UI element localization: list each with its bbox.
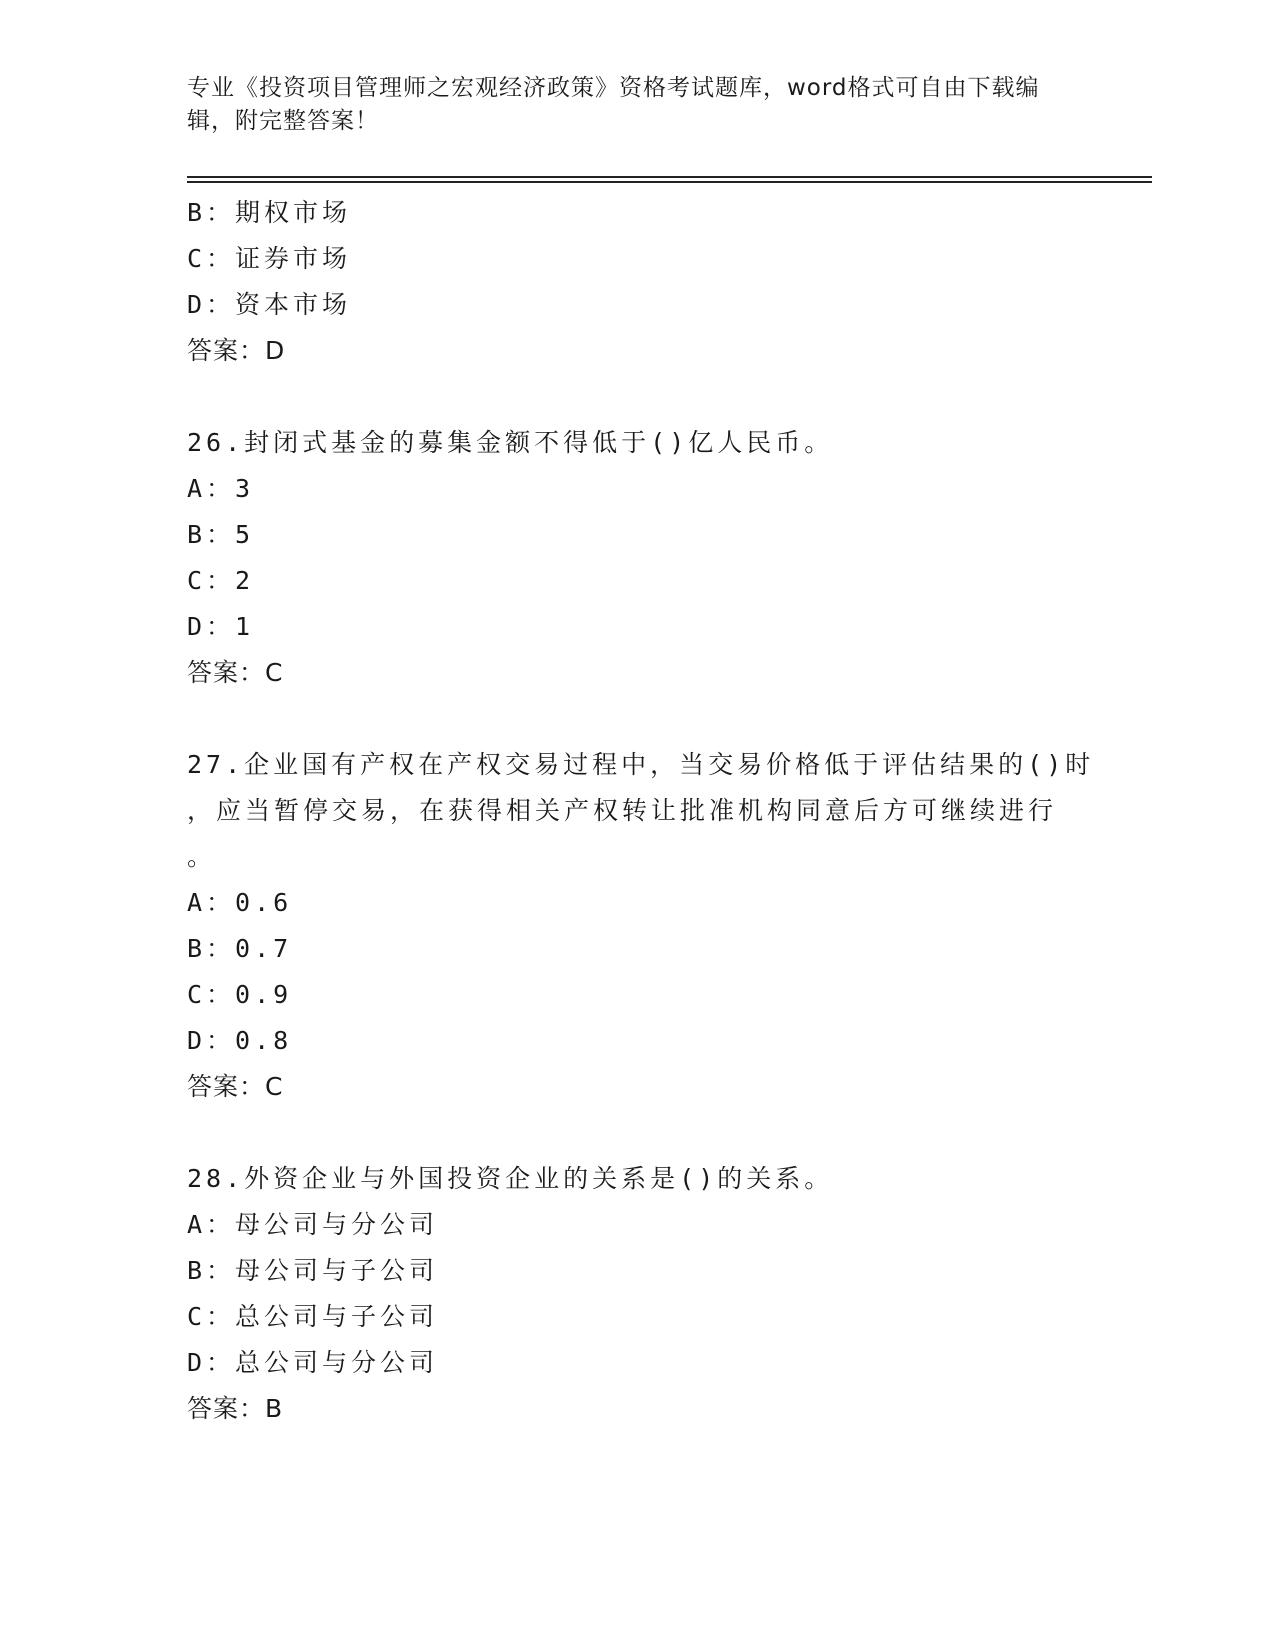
answer-line: 答案：B <box>187 1394 284 1423</box>
option-c: C：总公司与子公司 <box>187 1302 439 1331</box>
question-stem: 26.封闭式基金的募集金额不得低于()亿人民币。 <box>187 428 834 457</box>
answer-line: 答案：C <box>187 1072 284 1101</box>
question-stem-line-3: 。 <box>187 842 217 871</box>
option-b: B：期权市场 <box>187 198 352 227</box>
answer-line: 答案：C <box>187 658 284 687</box>
option-c: C：0.9 <box>187 980 293 1009</box>
option-d: D：总公司与分公司 <box>187 1348 439 1377</box>
header-divider-top <box>187 176 1152 178</box>
question-25-block <box>187 190 1087 374</box>
option-a: A：母公司与分公司 <box>187 1210 439 1239</box>
document-header: 专业《投资项目管理师之宏观经济政策》资格考试题库，word格式可自由下载编辑，附完整答案！ <box>187 75 1040 134</box>
question-28-block <box>187 1156 1087 1432</box>
spacer <box>187 1110 1087 1156</box>
answer-line: 答案：D <box>187 336 286 365</box>
option-d: D：0.8 <box>187 1026 293 1055</box>
question-26-block <box>187 420 1087 696</box>
option-c: C：2 <box>187 566 255 595</box>
option-d: D：1 <box>187 612 255 641</box>
option-a: A：3 <box>187 474 255 503</box>
option-c: C：证券市场 <box>187 244 352 273</box>
spacer <box>187 374 1087 420</box>
spacer <box>187 696 1087 742</box>
option-d: D：资本市场 <box>187 290 352 319</box>
question-stem-line-1: 27.企业国有产权在产权交易过程中，当交易价格低于评估结果的()时 <box>187 750 1095 779</box>
question-27-block <box>187 742 1095 1110</box>
option-b: B：0.7 <box>187 934 293 963</box>
option-b: B：母公司与子公司 <box>187 1256 439 1285</box>
question-list <box>187 190 1095 1432</box>
question-stem: 28.外资企业与外国投资企业的关系是()的关系。 <box>187 1164 834 1193</box>
option-a: A：0.6 <box>187 888 293 917</box>
header-divider-bottom <box>187 181 1152 183</box>
question-stem-line-2: ，应当暂停交易，在获得相关产权转让批准机构同意后方可继续进行 <box>187 796 1058 825</box>
option-b: B：5 <box>187 520 255 549</box>
